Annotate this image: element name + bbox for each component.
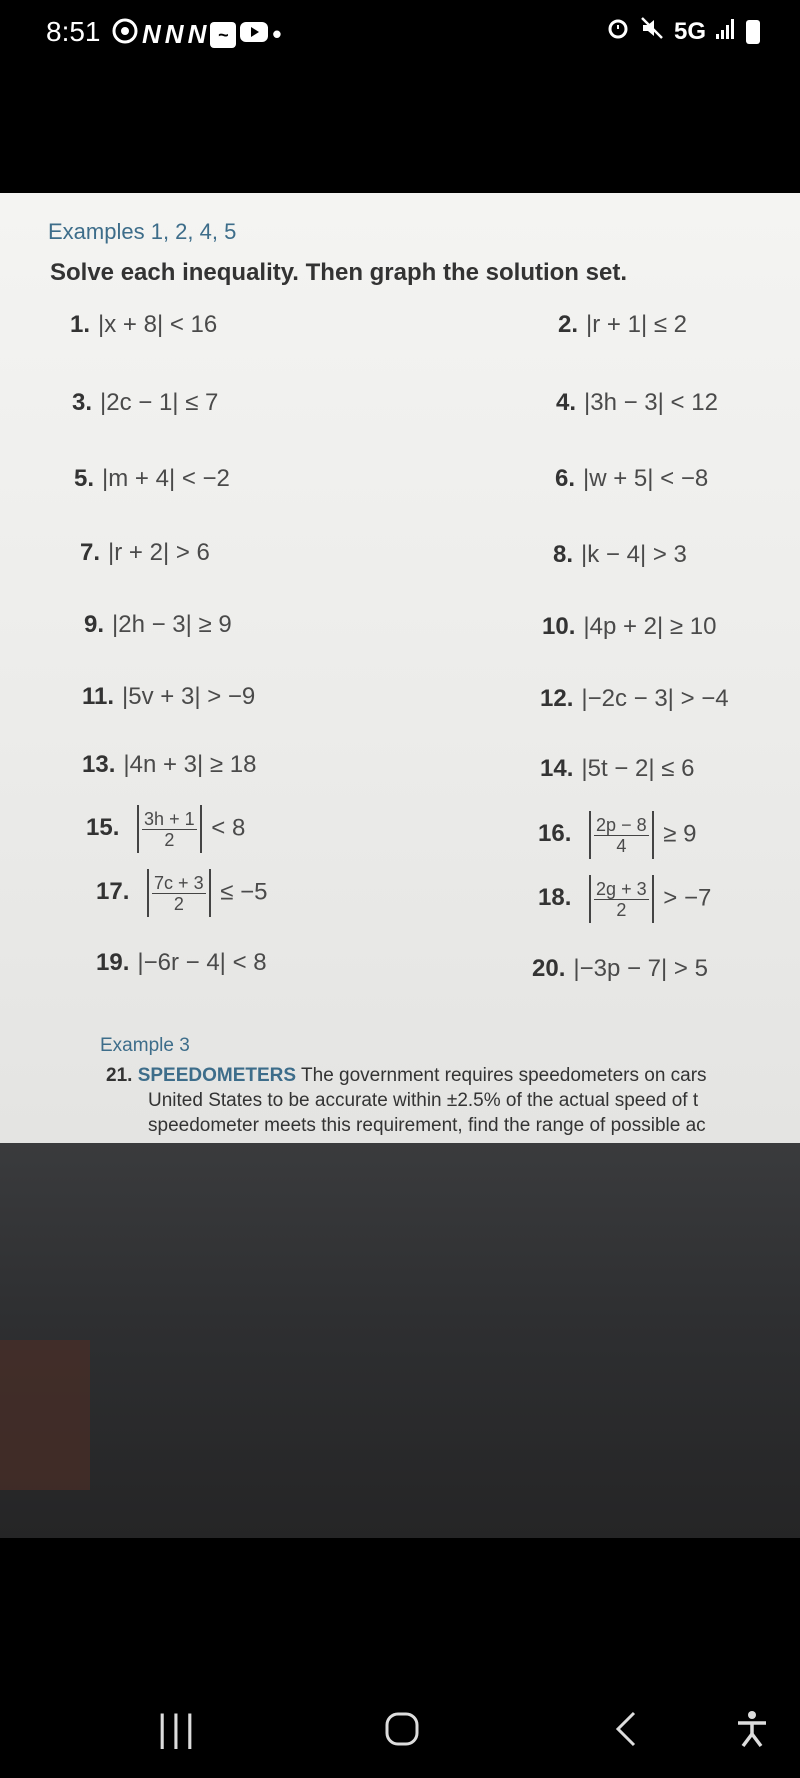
n-icon: N [142,19,161,49]
mute-icon [640,16,664,47]
problem-4: 4. |3h − 3| < 12 [556,389,718,416]
problem-2: 2. |r + 1| ≤ 2 [558,311,688,338]
problem-20: 20. |−3p − 7| > 5 [532,955,708,982]
accessibility-icon [735,1710,769,1748]
problem-8: 8. |k − 4| > 3 [553,541,687,568]
recents-button[interactable] [138,1680,218,1778]
back-icon [614,1711,638,1747]
alarm-icon [606,16,630,47]
app-icon: ~ [210,22,236,48]
problem-12: 12. |−2c − 3| > −4 [540,685,729,712]
problem-3: 3. |2c − 1| ≤ 7 [72,389,219,416]
dot-icon: • [272,19,282,49]
worksheet-photo [0,193,800,1143]
problem-18: 18. 2g + 3 2 > −7 [538,875,711,923]
navigation-bar [0,1680,800,1778]
network-type: 5G [673,17,706,45]
status-right [606,16,760,47]
chrome-icon [112,18,138,51]
problem-21: 21. SPEEDOMETERS The government requires speedometers on cars United States to be accurate within ±2.5% of the actual speed of t speedometer meets this requirement, find the range of possible ac [106,1065,707,1136]
problem-5: 5. |m + 4| < −2 [74,465,230,492]
example-3-heading: Example 3 [100,1035,190,1056]
problem-13: 13. |4n + 3| ≥ 18 [82,751,257,778]
problem-16: 16. 2p − 8 4 ≥ 9 [538,811,696,859]
problem-17: 17. 7c + 3 2 ≤ −5 [96,869,267,917]
examples-heading: Examples 1, 2, 4, 5 [48,219,237,244]
problem-11: 11. |5v + 3| > −9 [82,683,256,710]
battery-icon [746,20,760,44]
problem-14: 14. |5t − 2| ≤ 6 [540,755,695,782]
problem-15: 15. 3h + 1 2 < 8 [86,805,245,853]
home-button[interactable] [362,1680,442,1778]
problem-7: 7. |r + 2| > 6 [80,539,210,566]
problem-10: 10. |4p + 2| ≥ 10 [542,613,717,640]
problem-1: 1. |x + 8| < 16 [70,311,218,338]
photo-background-edge [0,1340,90,1490]
home-icon [385,1712,419,1746]
status-bar [0,0,800,70]
n-icon: N [164,19,184,49]
notification-icons [112,18,281,51]
problem-19: 19. |−6r − 4| < 8 [96,949,267,976]
instructions: Solve each inequality. Then graph the solution set. [50,259,627,286]
problem-9: 9. |2h − 3| ≥ 9 [84,611,232,638]
youtube-icon [240,19,268,50]
back-button[interactable] [586,1680,666,1778]
photo-background [0,1143,800,1538]
status-time: 8:51 [46,16,101,47]
signal-icon [716,17,736,46]
recents-icon: ||| [157,1707,199,1750]
n-icon: N [187,19,207,49]
problem-6: 6. |w + 5| < −8 [555,465,709,492]
accessibility-button[interactable] [712,1680,792,1778]
